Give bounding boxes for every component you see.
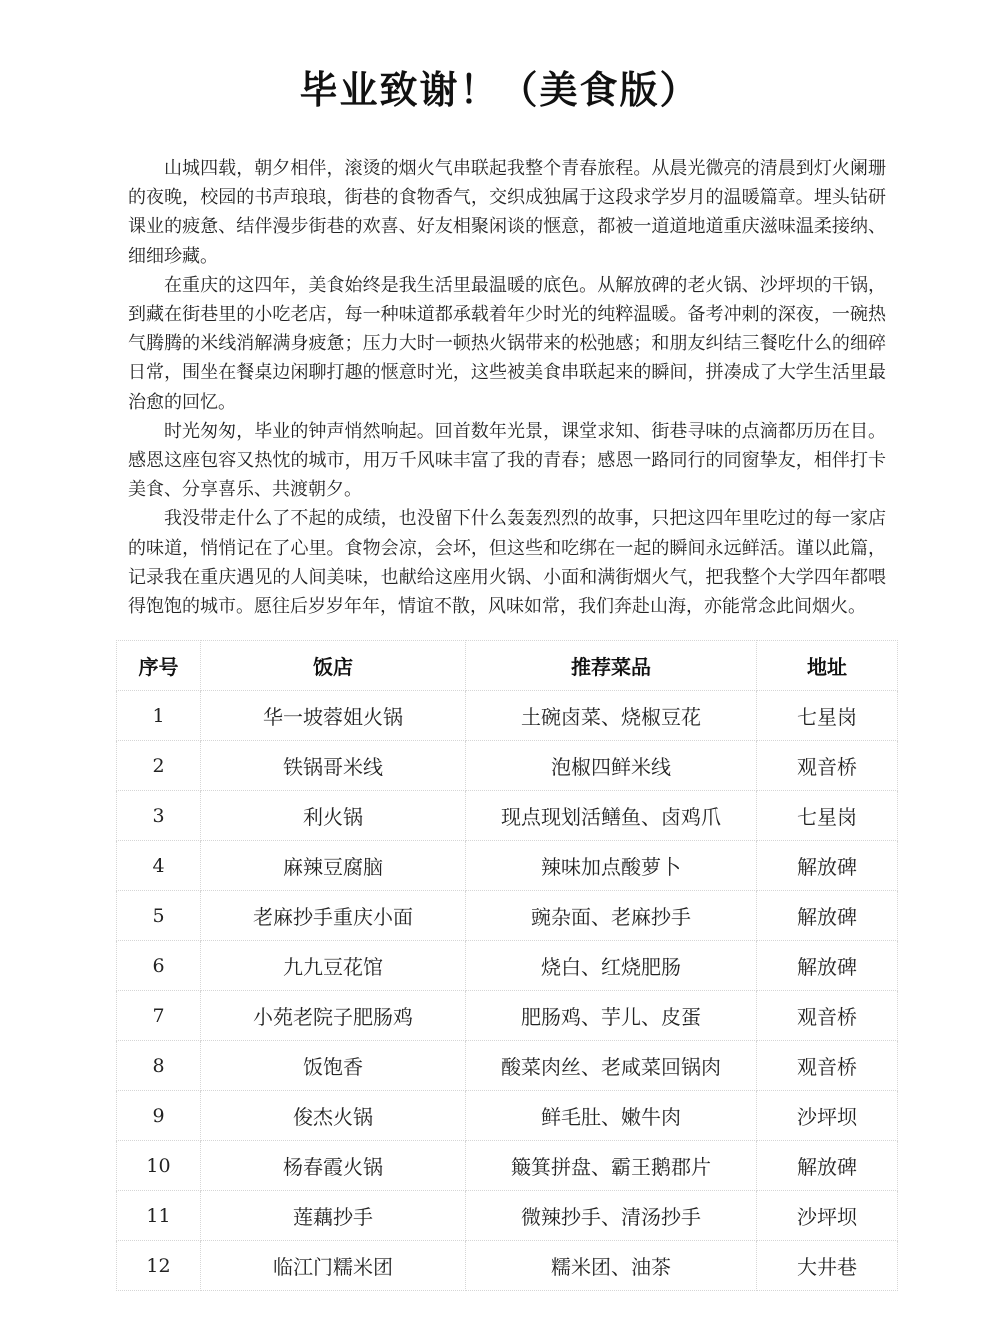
cell-address: 解放碑 — [757, 841, 898, 891]
cell-dishes: 簸箕拼盘、霸王鹅郡片 — [466, 1141, 757, 1191]
cell-address: 观音桥 — [757, 741, 898, 791]
cell-address: 大井巷 — [757, 1241, 898, 1291]
cell-index: 10 — [117, 1141, 201, 1191]
cell-dishes: 土碗卤菜、烧椒豆花 — [466, 691, 757, 741]
cell-dishes: 酸菜肉丝、老咸菜回锅肉 — [466, 1041, 757, 1091]
restaurant-table — [116, 640, 898, 1291]
table-row — [117, 941, 898, 991]
cell-index: 8 — [117, 1041, 201, 1091]
cell-restaurant: 铁锅哥米线 — [201, 741, 466, 791]
cell-dishes: 泡椒四鲜米线 — [466, 741, 757, 791]
cell-address: 沙坪坝 — [757, 1091, 898, 1141]
cell-restaurant: 老麻抄手重庆小面 — [201, 891, 466, 941]
cell-restaurant: 杨春霞火锅 — [201, 1141, 466, 1191]
cell-address: 七星岗 — [757, 691, 898, 741]
table-row — [117, 1091, 898, 1141]
table-header-row — [117, 641, 898, 691]
cell-index: 4 — [117, 841, 201, 891]
paragraph: 时光匆匆，毕业的钟声悄然响起。回首数年光景，课堂求知、街巷寻味的点滴都历历在目。感恩这座包容又热忱的城市，用万千风味丰富了我的青春；感恩一路同行的同窗挚友，相伴打卡美食、分享喜乐、共渡朝夕。 — [128, 420, 886, 501]
cell-dishes: 豌杂面、老麻抄手 — [466, 891, 757, 941]
cell-restaurant: 饭饱香 — [201, 1041, 466, 1091]
table-row — [117, 1041, 898, 1091]
cell-restaurant: 华一坡蓉姐火锅 — [201, 691, 466, 741]
cell-index: 9 — [117, 1091, 201, 1141]
page-title: 毕业致谢！（美食版） — [299, 68, 700, 112]
cell-address: 解放碑 — [757, 891, 898, 941]
cell-address: 七星岗 — [757, 791, 898, 841]
cell-address: 观音桥 — [757, 991, 898, 1041]
table-row — [117, 991, 898, 1041]
cell-dishes: 辣味加点酸萝卜 — [466, 841, 757, 891]
paragraph: 在重庆的这四年，美食始终是我生活里最温暖的底色。从解放碑的老火锅、沙坪坝的干锅，到藏在街巷里的小吃老店，每一种味道都承载着年少时光的纯粹温暖。备考冲刺的深夜，一碗热气腾腾的米线消解满身疲惫；压力大时一顿热火锅带来的松弛感；和朋友纠结三餐吃什么的细碎日常，围坐在餐桌边闲聊打趣的惬意时光，这些被美食串联起来的瞬间，拼凑成了大学生活里最治愈的回忆。 — [128, 274, 886, 413]
cell-restaurant: 九九豆花馆 — [201, 941, 466, 991]
cell-index: 11 — [117, 1191, 201, 1241]
cell-dishes: 鲜毛肚、嫩牛肉 — [466, 1091, 757, 1141]
cell-index: 6 — [117, 941, 201, 991]
cell-dishes: 烧白、红烧肥肠 — [466, 941, 757, 991]
cell-restaurant: 莲藕抄手 — [201, 1191, 466, 1241]
cell-index: 1 — [117, 691, 201, 741]
paragraph: 我没带走什么了不起的成绩，也没留下什么轰轰烈烈的故事，只把这四年里吃过的每一家店的味道，悄悄记在了心里。食物会凉，会坏，但这些和吃绑在一起的瞬间永远鲜活。谨以此篇，记录我在重庆遇见的人间美味，也献给这座用火锅、小面和满街烟火气，把我整个大学四年都喂得饱饱的城市。愿往后岁岁年年，情谊不散，风味如常，我们奔赴山海，亦能常念此间烟火。 — [128, 508, 886, 618]
paragraph: 山城四载，朝夕相伴，滚烫的烟火气串联起我整个青春旅程。从晨光微亮的清晨到灯火阑珊的夜晚，校园的书声琅琅，街巷的食物香气，交织成独属于这段求学岁月的温暖篇章。埋头钻研课业的疲惫、结伴漫步街巷的欢喜、好友相聚闲谈的惬意，都被一道道地道重庆滋味温柔接纳、细细珍藏。 — [128, 158, 886, 267]
cell-dishes: 微辣抄手、清汤抄手 — [466, 1191, 757, 1241]
cell-index: 7 — [117, 991, 201, 1041]
cell-address: 观音桥 — [757, 1041, 898, 1091]
cell-restaurant: 临江门糯米团 — [201, 1241, 466, 1291]
header-index: 序号 — [117, 641, 201, 691]
cell-restaurant: 利火锅 — [201, 791, 466, 841]
cell-dishes: 肥肠鸡、芋儿、皮蛋 — [466, 991, 757, 1041]
intro-text — [128, 154, 886, 621]
table-row — [117, 1241, 898, 1291]
cell-index: 12 — [117, 1241, 201, 1291]
header-address: 地址 — [757, 641, 898, 691]
table-row — [117, 741, 898, 791]
table-row — [117, 891, 898, 941]
header-restaurant: 饭店 — [201, 641, 466, 691]
cell-address: 解放碑 — [757, 941, 898, 991]
header-dishes: 推荐菜品 — [466, 641, 757, 691]
table-row — [117, 841, 898, 891]
cell-dishes: 糯米团、油茶 — [466, 1241, 757, 1291]
cell-index: 3 — [117, 791, 201, 841]
cell-restaurant: 俊杰火锅 — [201, 1091, 466, 1141]
cell-address: 沙坪坝 — [757, 1191, 898, 1241]
cell-dishes: 现点现划活鳝鱼、卤鸡爪 — [466, 791, 757, 841]
table-row — [117, 1191, 898, 1241]
cell-index: 2 — [117, 741, 201, 791]
cell-restaurant: 小苑老院子肥肠鸡 — [201, 991, 466, 1041]
cell-address: 解放碑 — [757, 1141, 898, 1191]
cell-index: 5 — [117, 891, 201, 941]
table-row — [117, 791, 898, 841]
cell-restaurant: 麻辣豆腐脑 — [201, 841, 466, 891]
table-row — [117, 1141, 898, 1191]
table-row — [117, 691, 898, 741]
